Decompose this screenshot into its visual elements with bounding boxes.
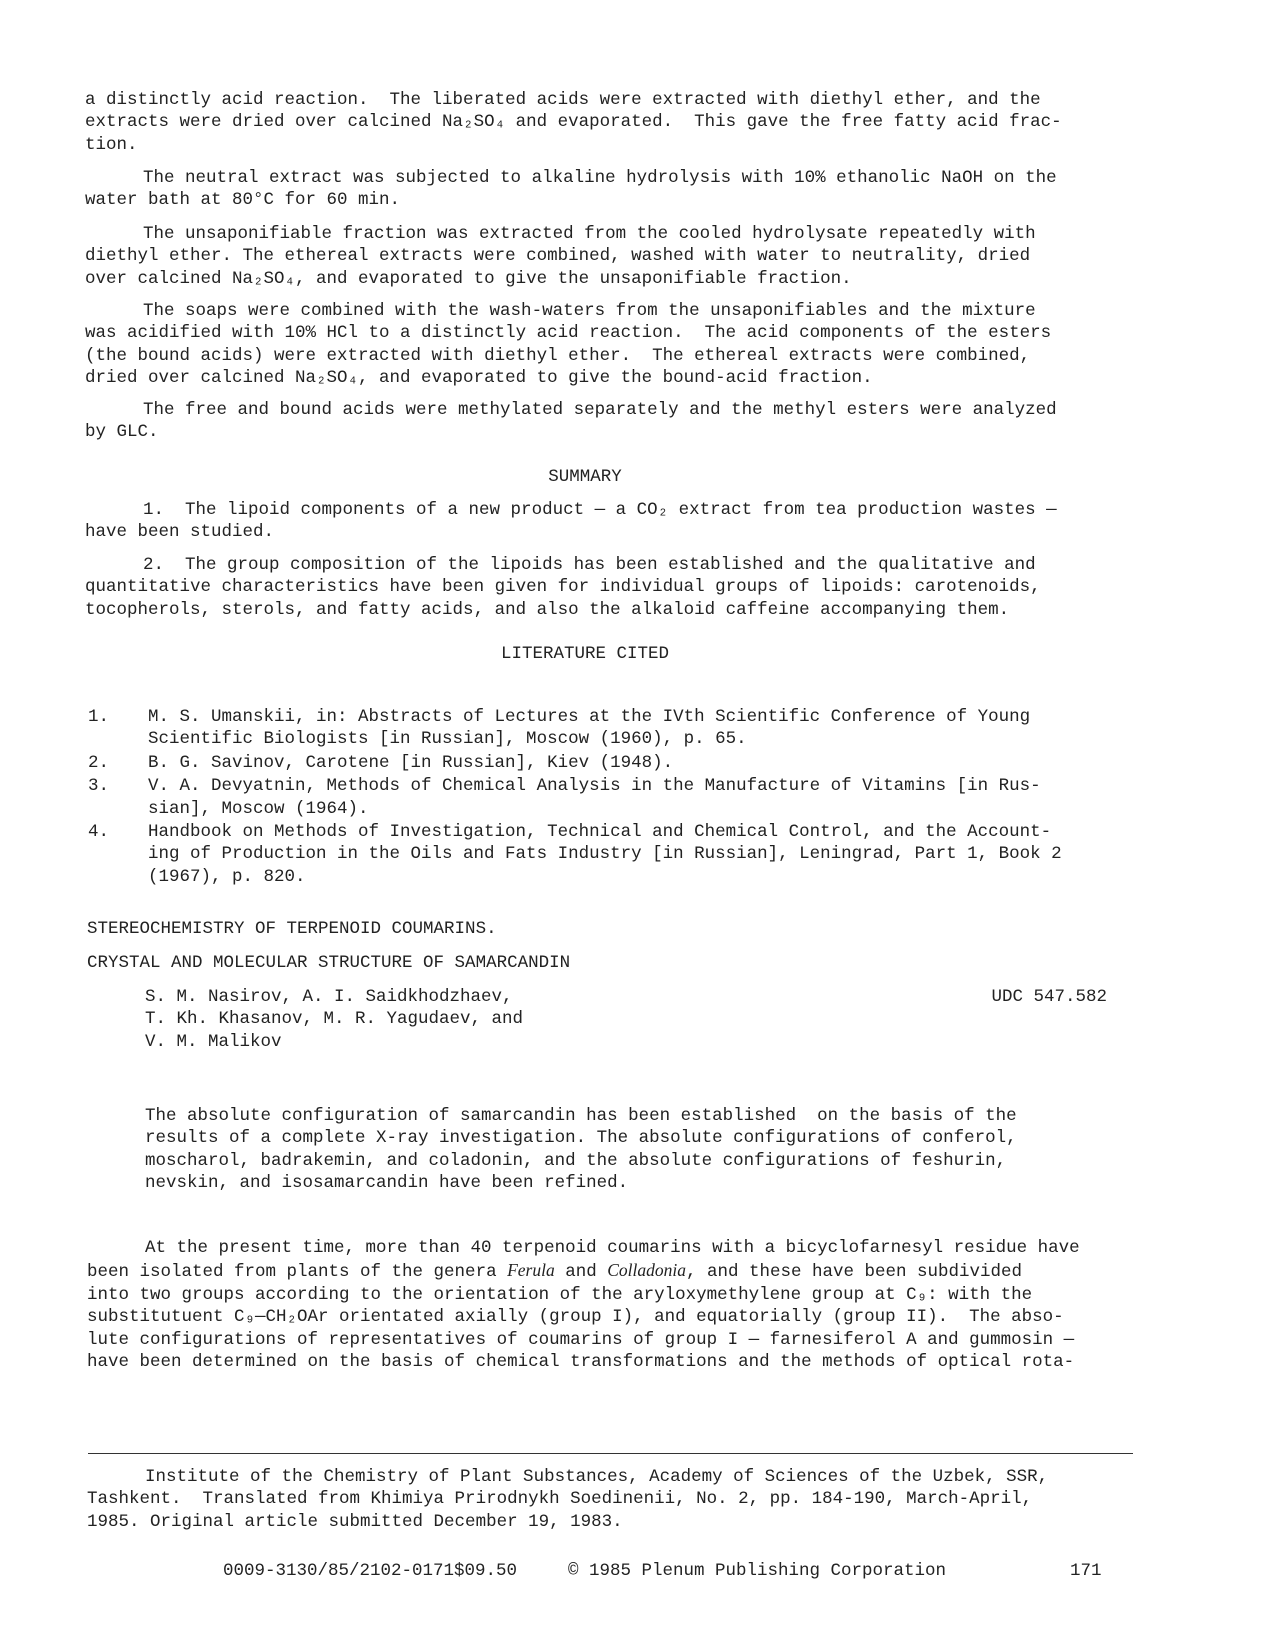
author-line: S. M. Nasirov, A. I. Saidkhodzhaev, xyxy=(145,987,513,1007)
text-line: lute configurations of representatives of coumarins of group I — farnesiferol A and gummosin — xyxy=(87,1329,1075,1350)
text-line: The absolute configuration of samarcandin has been established on the basis of the xyxy=(145,1106,1017,1126)
literature-heading: LITERATURE CITED xyxy=(500,644,670,664)
text-line: have been determined on the basis of chemical transformations and the methods of optical rota- xyxy=(87,1352,1075,1373)
reference-text: Scientific Biologists [in Russian], Moscow (1960), p. 65. xyxy=(148,729,747,750)
article-abstract xyxy=(145,1105,1017,1195)
footnote-line: Institute of the Chemistry of Plant Substances, Academy of Sciences of the Uzbek, SSR, xyxy=(145,1467,1049,1487)
genus-name: Colladonia xyxy=(607,1260,686,1281)
reference-text: Handbook on Methods of Investigation, Technical and Chemical Control, and the Account- xyxy=(148,822,1052,843)
reference-text: (1967), p. 820. xyxy=(148,866,306,887)
text-line: by GLC. xyxy=(85,422,159,443)
text-line: moscharol, badrakemin, and coladonin, and the absolute configurations of feshurin, xyxy=(145,1150,1007,1171)
text-line: nevskin, and isosamarcandin have been refined. xyxy=(145,1173,629,1194)
text-line: dried over calcined Na₂SO₄, and evaporated to give the bound-acid fraction. xyxy=(85,368,873,389)
reference-number: 3. xyxy=(88,776,110,797)
text-line: tion. xyxy=(85,134,138,155)
text-line: results of a complete X-ray investigation. The absolute configurations of conferol, xyxy=(145,1128,1017,1149)
text-line: tocopherols, sterols, and fatty acids, and also the alkaloid caffeine accompanying them. xyxy=(85,599,1010,620)
text-line: 2. The group composition of the lipoids has been established and the qualitative and xyxy=(143,555,1036,575)
text-line: a distinctly acid reaction. The liberated acids were extracted with diethyl ether, and the xyxy=(85,90,1041,110)
text-line: been isolated from plants of the genera Ferula and Colladonia, and these have been subdivided xyxy=(87,1260,1023,1283)
footnote xyxy=(87,1466,1048,1533)
footnote-divider xyxy=(88,1453,1133,1454)
text-line: The soaps were combined with the wash-waters from the unsaponifiables and the mixture xyxy=(143,301,1036,321)
udc-code: UDC 547.582 xyxy=(991,987,1107,1007)
text-line: quantitative characteristics have been given for individual groups of lipoids: carotenoids, xyxy=(85,577,1041,598)
footnote-line: Tashkent. Translated from Khimiya Prirodnykh Soedinenii, No. 2, pp. 184-190, March-April, xyxy=(87,1489,1033,1510)
copyright: © 1985 Plenum Publishing Corporation xyxy=(568,1561,947,1581)
title-line: STEREOCHEMISTRY OF TERPENOID COUMARINS. xyxy=(87,919,497,939)
summary-item-1 xyxy=(85,499,1057,544)
text-line: (the bound acids) were extracted with diethyl ether. The ethereal extracts were combined, xyxy=(85,345,1031,366)
reference-number: 2. xyxy=(88,752,110,773)
reference-text: sian], Moscow (1964). xyxy=(148,798,369,819)
author-line: T. Kh. Khasanov, M. R. Yagudaev, and xyxy=(145,1009,524,1030)
text-line: was acidified with 10% HCl to a distinctly acid reaction. The acid components of the esters xyxy=(85,323,1052,344)
text-line: The neutral extract was subjected to alkaline hydrolysis with 10% ethanolic NaOH on the xyxy=(143,168,1057,188)
paragraph-unsaponifiable xyxy=(85,223,1036,290)
reference-item xyxy=(88,706,1188,751)
text-line: extracts were dried over calcined Na₂SO₄ and evaporated. This gave the free fatty acid frac- xyxy=(85,112,1062,133)
text-line: over calcined Na₂SO₄, and evaporated to give the unsaponifiable fraction. xyxy=(85,268,852,289)
reference-text: M. S. Umanskii, in: Abstracts of Lectures at the IVth Scientific Conference of Young xyxy=(148,707,1031,727)
paragraph-methylation xyxy=(85,399,1057,444)
reference-text: V. A. Devyatnin, Methods of Chemical Analysis in the Manufacture of Vitamins [in Rus- xyxy=(148,776,1041,797)
author-line: V. M. Malikov xyxy=(145,1031,282,1052)
paragraph-free-acids xyxy=(85,89,1062,156)
text-line: At the present time, more than 40 terpenoid coumarins with a bicyclofarnesyl residue have xyxy=(145,1238,1080,1258)
reference-item xyxy=(88,752,1188,774)
footnote-line: 1985. Original article submitted December 19, 1983. xyxy=(87,1511,623,1532)
summary-item-2 xyxy=(85,554,1041,621)
reference-item xyxy=(88,821,1188,888)
summary-heading: SUMMARY xyxy=(548,467,622,487)
article-body xyxy=(87,1237,1080,1373)
price-code: 0009-3130/85/2102-0171$09.50 xyxy=(223,1561,518,1581)
text-line: 1. The lipoid components of a new product — a CO₂ extract from tea production wastes — xyxy=(143,500,1057,520)
text-line: into two groups according to the orientation of the aryloxymethylene group at C₉: with the xyxy=(87,1284,1033,1305)
text-line: water bath at 80°C for 60 min. xyxy=(85,190,401,211)
text-line: The unsaponifiable fraction was extracted from the cooled hydrolysate repeatedly with xyxy=(143,224,1036,244)
reference-number: 4. xyxy=(88,822,110,843)
title-line: CRYSTAL AND MOLECULAR STRUCTURE OF SAMARCANDIN xyxy=(87,953,571,974)
article-title xyxy=(87,918,570,975)
reference-text: ing of Production in the Oils and Fats Industry [in Russian], Leningrad, Part 1, Book 2 xyxy=(148,844,1062,865)
paragraph-bound-acids xyxy=(85,300,1051,390)
text-line: The free and bound acids were methylated separately and the methyl esters were analyzed xyxy=(143,400,1057,420)
text-line: substitutuent C₉—CH₂OAr orientated axially (group I), and equatorially (group II). The abso- xyxy=(87,1307,1064,1328)
text-line: have been studied. xyxy=(85,522,275,543)
reference-text: B. G. Savinov, Carotene [in Russian], Kiev (1948). xyxy=(148,752,674,773)
paragraph-hydrolysis xyxy=(85,167,1057,212)
reference-list xyxy=(88,706,1188,889)
reference-item xyxy=(88,775,1188,820)
reference-number: 1. xyxy=(88,707,110,727)
genus-name: Ferula xyxy=(507,1260,555,1281)
text-line: diethyl ether. The ethereal extracts were combined, washed with water to neutrality, dried xyxy=(85,246,1031,267)
article-authors xyxy=(145,986,523,1053)
page-number: 171 xyxy=(1070,1561,1102,1581)
